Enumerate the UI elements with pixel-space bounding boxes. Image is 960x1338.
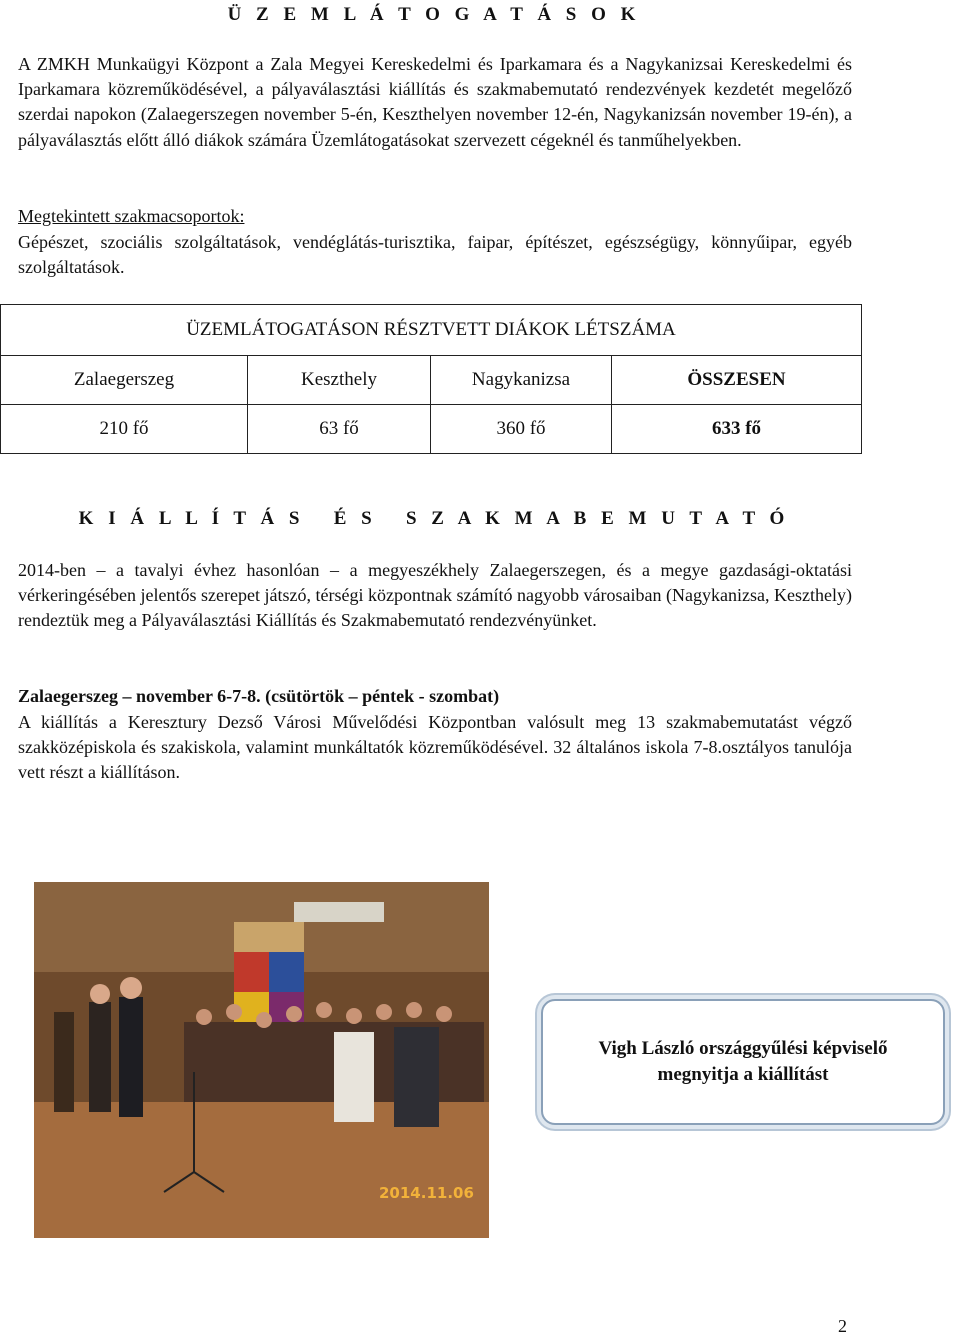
photo-illustration <box>34 882 489 1238</box>
event-heading: Zalaegerszeg – november 6-7-8. (csütörtök – péntek - szombat) <box>18 686 500 706</box>
table-header-cell: Keszthely <box>248 356 431 405</box>
table-header-cell: Zalaegerszeg <box>1 356 248 405</box>
groups-label-text: Megtekintett szakmacsoportok: <box>18 206 245 226</box>
table-header-row <box>1 356 862 405</box>
table-title-row <box>1 305 862 356</box>
photo-caption-callout <box>527 987 957 1135</box>
groups-label <box>18 204 852 229</box>
page-number: 2 <box>838 1316 847 1336</box>
exhibition-paragraph: 2014-ben – a tavalyi évhez hasonlóan – a megyeszékhely Zalaegerszegen, és a megye gazdasági-oktatási vérkeringésében jelentős szerepet játszó, térségi központnak számító nagyobb városaiban (Nagykanizsa, Keszthely) rendeztük meg a Pályaválasztási Kiállítás és Szakmabemutató rendezvényünket. <box>18 560 852 631</box>
table-value-cell: 63 fő <box>248 405 431 454</box>
table-value-row <box>1 405 862 454</box>
table-value-cell-total: 633 fő <box>612 405 862 454</box>
caption-line-2: megnyitja a kiállítást <box>657 1064 829 1085</box>
table-value-cell: 360 fő <box>431 405 612 454</box>
intro-paragraph: A ZMKH Munkaügyi Központ a Zala Megyei Kereskedelmi és Iparkamara és a Nagykanizsai Kereskedelmi és Iparkamara közreműködésével, a pályaválasztási kiállítás és szakmabemutató rendezvények kezdetét megelőző szerdai napokon (Zalaegerszegen november 5-én, Keszthelyen november 12-én, Nagykanizsán november 19-én), a pályaválasztás előtt álló diákok számára Üzemlátogatásokat szervezett cégeknél és tanműhelyekben. <box>18 54 852 150</box>
caption-line-1: Vigh László országgyűlési képviselő <box>598 1038 888 1059</box>
exhibition-photo <box>34 882 489 1238</box>
photo-date-stamp: 2014.11.06 <box>379 1184 474 1202</box>
event-paragraph: A kiállítás a Keresztury Dezső Városi Művelődési Központban valósult meg 13 szakmabemutatást végző szakközépiskola és szakiskola, valamint munkáltatók közreműködésével. 32 általános iskola 7-8.osztályos tanulója vett részt a kiállításon. <box>18 712 852 783</box>
section-title-uzemlatogatasok: Ü Z E M L Á T O G A T Á S O K <box>227 4 641 25</box>
table-header-cell: Nagykanizsa <box>431 356 612 405</box>
table-header-cell-total: ÖSSZESEN <box>612 356 862 405</box>
section-title-kiallitas: K I Á L L Í T Á S É S S Z A K M A B E M U T A T Ó <box>78 508 790 529</box>
caption-box <box>541 999 945 1125</box>
table-value-cell: 210 fő <box>1 405 248 454</box>
groups-text: Gépészet, szociális szolgáltatások, vendéglátás-turisztika, faipar, építészet, egészségügy, könnyűipar, egyéb szolgáltatások. <box>18 232 852 278</box>
participants-table <box>0 304 862 454</box>
table-title: ÜZEMLÁTOGATÁSON RÉSZTVETT DIÁKOK LÉTSZÁMA <box>1 305 862 356</box>
